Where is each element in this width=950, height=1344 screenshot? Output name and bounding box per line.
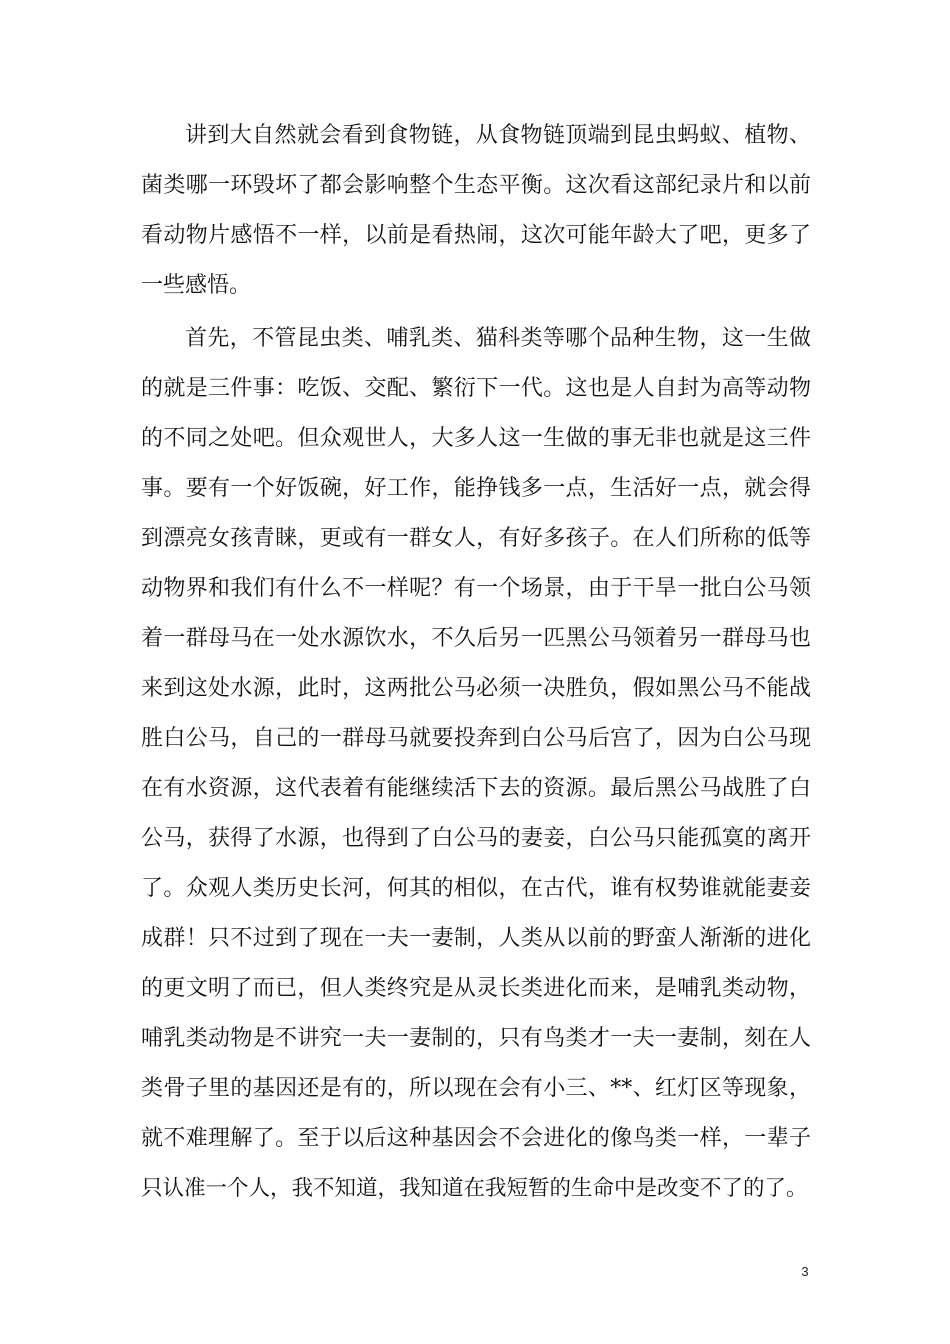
text-line: 动物界和我们有什么不一样呢？有一个场景，由于干旱一批白公马领 — [141, 576, 811, 601]
text-line: 的更文明了而已，但人类终究是从灵长类进化而来，是哺乳类动物， — [141, 976, 811, 1001]
text-line: 了。众观人类历史长河，何其的相似，在古代，谁有权势谁就能妻妾 — [141, 876, 811, 901]
text-line: 就不难理解了。至于以后这种基因会不会进化的像鸟类一样，一辈子 — [141, 1126, 811, 1151]
text-line: 类骨子里的基因还是有的，所以现在会有小三、**、红灯区等现象， — [141, 1076, 811, 1101]
text-line: 来到这处水源，此时，这两批公马必须一决胜负，假如黑公马不能战 — [141, 676, 811, 701]
text-line: 着一群母马在一处水源饮水，不久后另一匹黑公马领着另一群母马也 — [141, 626, 811, 651]
text-line: 胜白公马，自己的一群母马就要投奔到白公马后宫了，因为白公马现 — [141, 726, 811, 751]
text-line: 成群！只不过到了现在一夫一妻制，人类从以前的野蛮人渐渐的进化 — [141, 926, 811, 951]
text-line: 讲到大自然就会看到食物链，从食物链顶端到昆虫蚂蚁、植物、 — [185, 123, 811, 148]
text-line: 哺乳类动物是不讲究一夫一妻制的，只有鸟类才一夫一妻制，刻在人 — [141, 1026, 811, 1051]
text-line: 看动物片感悟不一样，以前是看热闹，这次可能年龄大了吧，更多了 — [141, 223, 811, 248]
text-line: 到漂亮女孩青睐，更或有一群女人，有好多孩子。在人们所称的低等 — [141, 526, 811, 551]
page-number: 3 — [801, 1264, 809, 1279]
text-line: 的不同之处吧。但众观世人，大多人这一生做的事无非也就是这三件 — [141, 426, 811, 451]
text-line: 只认准一个人，我不知道，我知道在我短暂的生命中是改变不了的了。 — [141, 1176, 808, 1201]
text-line: 在有水资源，这代表着有能继续活下去的资源。最后黑公马战胜了白 — [141, 776, 811, 801]
text-line: 首先，不管昆虫类、哺乳类、猫科类等哪个品种生物，这一生做 — [185, 326, 811, 351]
text-line: 的就是三件事：吃饭、交配、繁衍下一代。这也是人自封为高等动物 — [141, 376, 811, 401]
text-line: 公马，获得了水源，也得到了白公马的妻妾，白公马只能孤寞的离开 — [141, 826, 811, 851]
text-line: 菌类哪一环毁坏了都会影响整个生态平衡。这次看这部纪录片和以前 — [141, 173, 811, 198]
text-line: 一些感悟。 — [141, 273, 252, 298]
text-line: 事。要有一个好饭碗，好工作，能挣钱多一点，生活好一点，就会得 — [141, 476, 811, 501]
